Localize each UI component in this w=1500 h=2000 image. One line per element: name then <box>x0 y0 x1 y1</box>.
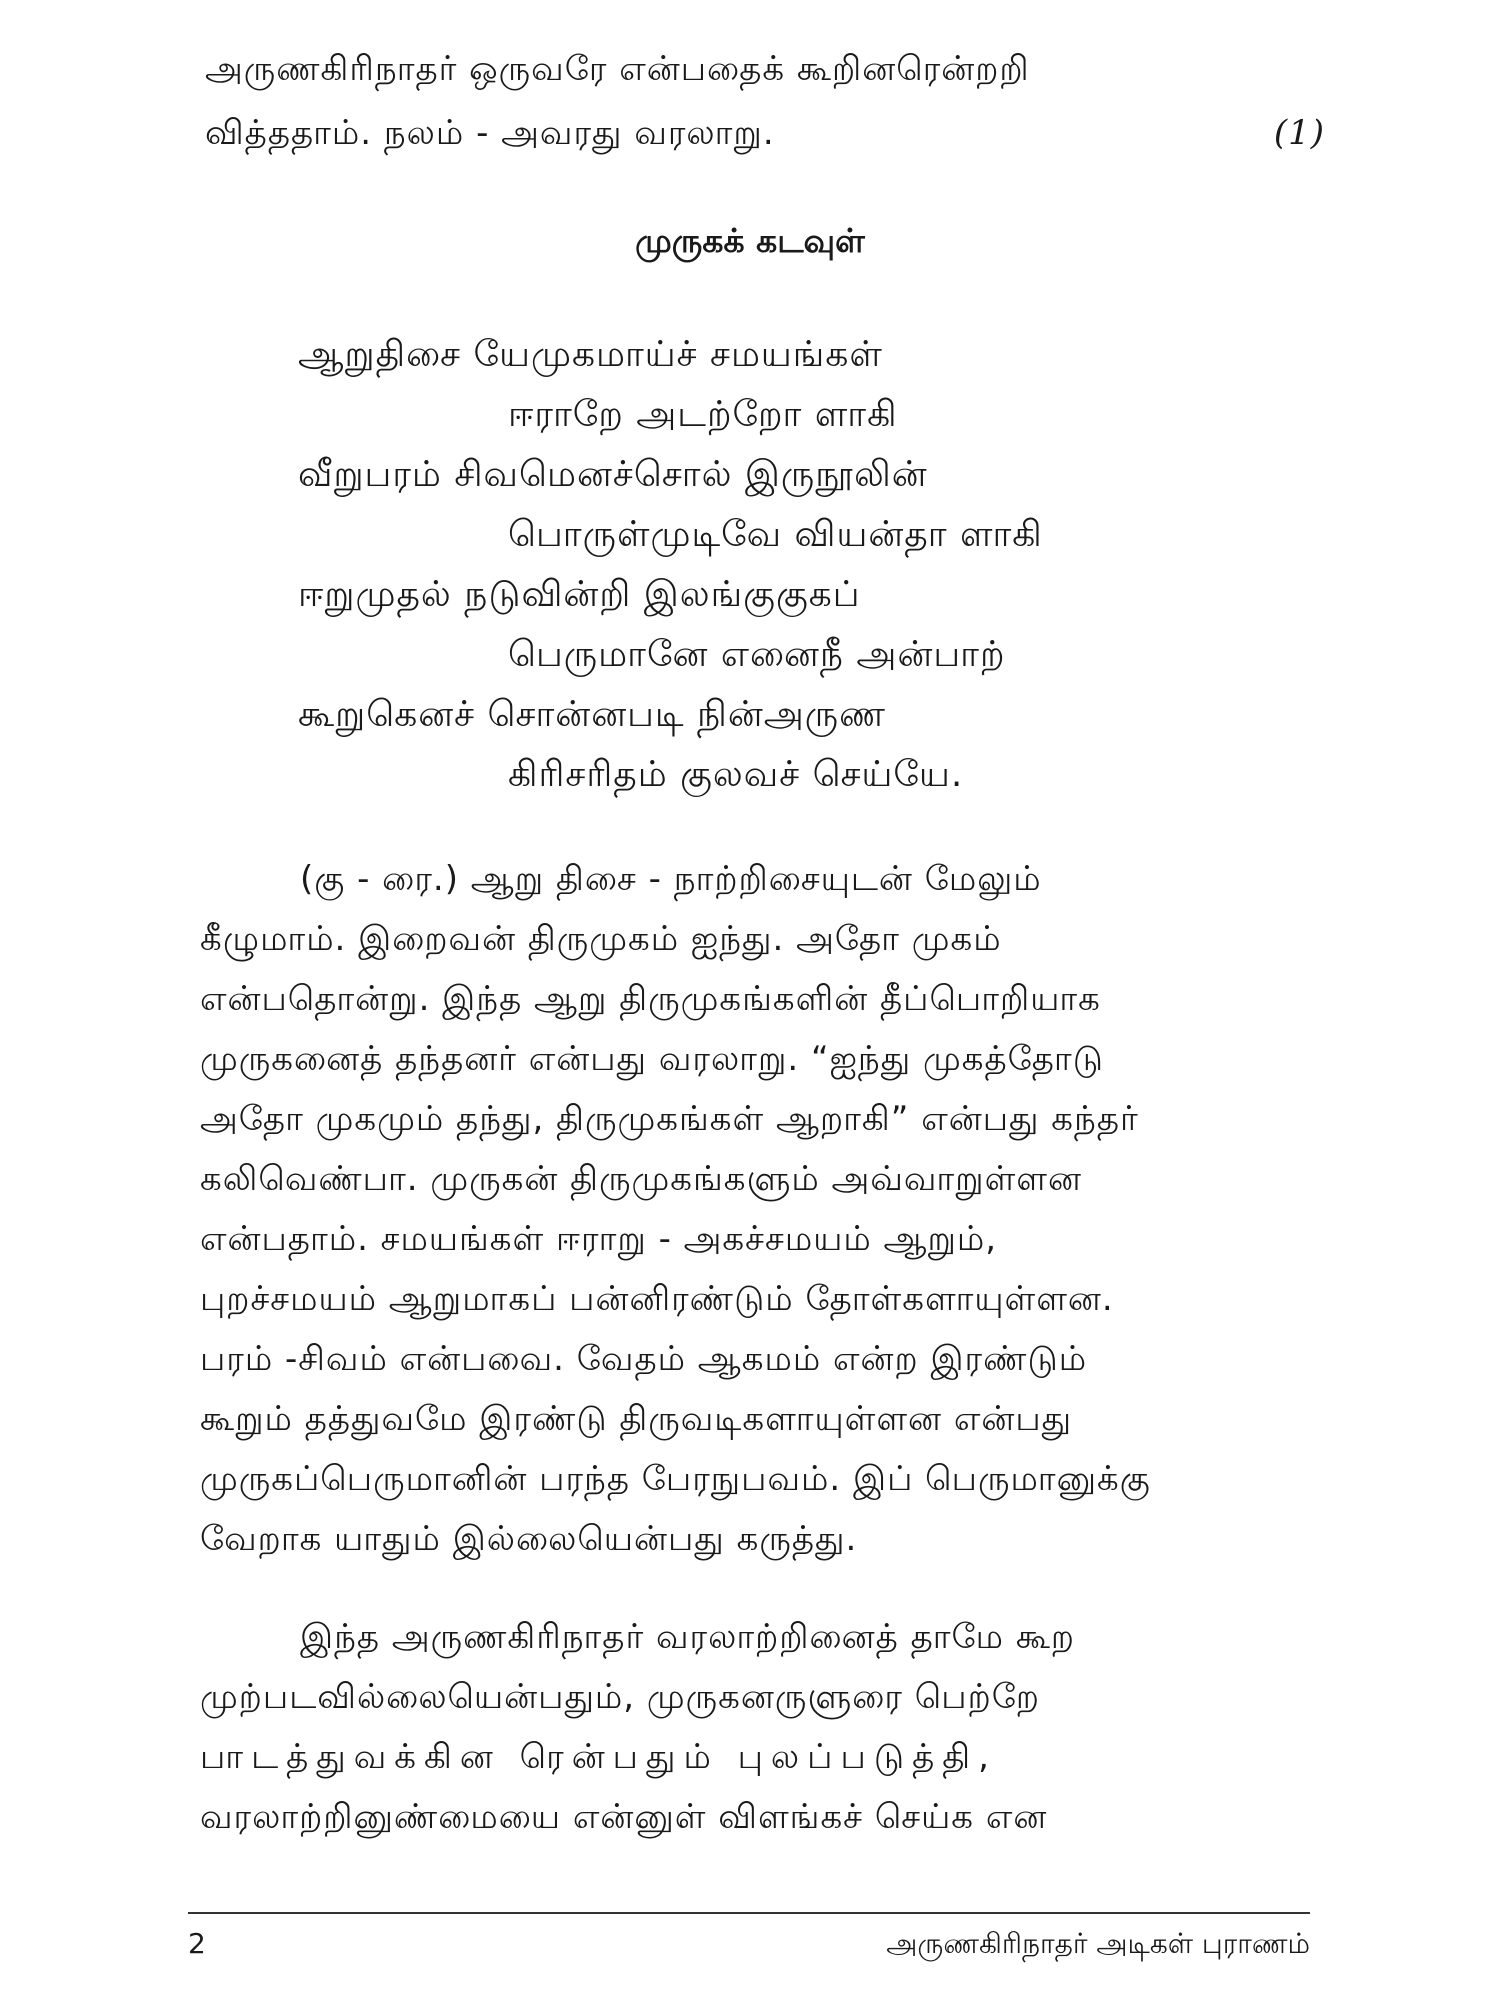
verse-number: (1) <box>1273 113 1325 153</box>
section-heading: முருகக் கடவுள் <box>635 221 865 260</box>
top-paragraph-text-1: அருணகிரிநாதர் ஒருவரே என்பதைக் கூறினரென்றறி <box>205 49 1030 89</box>
verse-line: பொருள்முடிவே வியன்தா ளாகி <box>508 514 1043 555</box>
verse-line: கூறுகெனச் சொன்னபடி நின்அருண <box>298 694 886 735</box>
verse-line: வீறுபரம் சிவமெனச்சொல் இருநூலின் <box>298 454 928 495</box>
commentary-line: கலிவெண்பா. முருகன் திருமுகங்களும் அவ்வாறுள்ளன <box>200 1159 1082 1199</box>
commentary-line: என்பதொன்று. இந்த ஆறு திருமுகங்களின் தீப்பொறியாக <box>200 979 1101 1019</box>
commentary-line: அதோ முகமும் தந்து, திருமுகங்கள் ஆறாகி” என்பது கந்தர் <box>200 1099 1139 1139</box>
verse-line: கிரிசரிதம் குலவச் செய்யே. <box>508 754 964 795</box>
closing-line: முற்படவில்லையென்பதும், முருகனருளுரை பெற்றே <box>200 1677 1040 1717</box>
commentary-line: முருகனைத் தந்தனர் என்பது வரலாறு. “ஐந்து முகத்தோடு <box>200 1039 1105 1079</box>
top-paragraph-text-2: வித்ததாம். நலம் - அவரது வரலாறு. <box>205 113 775 153</box>
commentary-line: கீழுமாம். இறைவன் திருமுகம் ஐந்து. அதோ முகம் <box>200 919 1002 959</box>
footer-rule <box>188 1912 1310 1914</box>
commentary-line: என்பதாம். சமயங்கள் ஈராறு - அகச்சமயம் ஆறும், <box>200 1219 998 1259</box>
verse-line: ஈராறே அடற்றோ ளாகி <box>508 394 898 435</box>
commentary-line: (கு - ரை.) ஆறு திசை - நாற்றிசையுடன் மேலும் <box>300 859 1042 899</box>
commentary-line: முருகப்பெருமானின் பரந்த பேரநுபவம். இப் பெருமானுக்கு <box>200 1459 1151 1499</box>
closing-line: இந்த அருணகிரிநாதர் வரலாற்றினைத் தாமே கூற <box>300 1617 1076 1657</box>
commentary-line: பரம் -சிவம் என்பவை. வேதம் ஆகமம் என்ற இரண்டும் <box>200 1339 1088 1379</box>
commentary-line: புறச்சமயம் ஆறுமாகப் பன்னிரண்டும் தோள்களாயுள்ளன. <box>200 1279 1114 1319</box>
running-title: அருணகிரிநாதர் அடிகள் புராணம் <box>886 1927 1310 1960</box>
commentary-line: கூறும் தத்துவமே இரண்டு திருவடிகளாயுள்ளன என்பது <box>200 1399 1073 1439</box>
verse-line: ஆறுதிசை யேமுகமாய்ச் சமயங்கள் <box>298 334 883 375</box>
closing-line: பாடத்துவக்கின ரென்பதும் புலப்படுத்தி, <box>200 1737 997 1777</box>
closing-line: வரலாற்றினுண்மையை என்னுள் விளங்கச் செய்க என <box>200 1797 1048 1837</box>
top-paragraph-line-1 <box>205 46 1325 92</box>
verse-line: ஈறுமுதல் நடுவின்றி இலங்குகுகப் <box>298 574 861 615</box>
commentary-line: வேறாக யாதும் இல்லையென்பது கருத்து. <box>200 1519 858 1559</box>
verse-line: பெருமானே எனைநீ அன்பாற் <box>508 634 1006 675</box>
top-paragraph-line-2 <box>205 110 1325 156</box>
page-number: 2 <box>188 1927 206 1960</box>
